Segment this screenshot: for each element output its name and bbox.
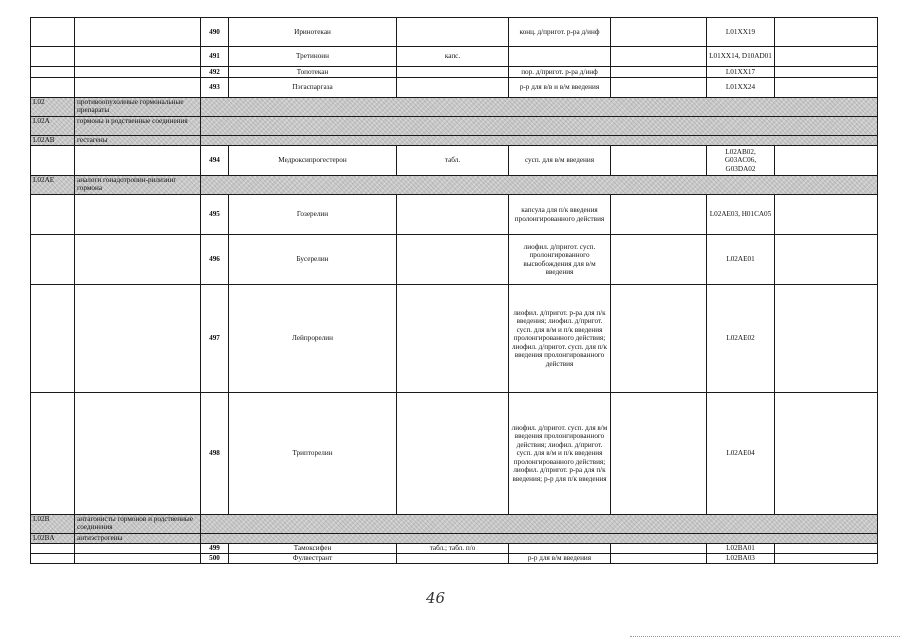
- dosage-form: табл.: [397, 146, 509, 176]
- drug-name: Медроксипрогестерон: [229, 146, 397, 176]
- row-number: 491: [201, 47, 229, 67]
- group-code: L02B: [31, 515, 75, 534]
- group-row: [31, 117, 878, 136]
- group-row: [31, 98, 878, 117]
- atc-code: L02BA01: [707, 544, 775, 554]
- group-row: [31, 136, 878, 146]
- row-number: 495: [201, 195, 229, 235]
- table-row: [31, 285, 878, 393]
- drug-name: Гозерелин: [229, 195, 397, 235]
- dosage-form: [397, 285, 509, 393]
- dosage-form-injection: лиофил. д/пригот. р-ра для п/к введения; лиофил. д/пригот. сусп. для в/м и п/к введения пролонгированного действия; лиофил. д/пригот. сусп. для п/к введения пролонгированного действия: [509, 285, 611, 393]
- dosage-form-injection: пор. д/пригот. р-ра д/инф: [509, 67, 611, 78]
- table-row: [31, 195, 878, 235]
- row-number: 496: [201, 235, 229, 285]
- group-code: L02AB: [31, 136, 75, 146]
- dosage-form-injection: конц. д/пригот. р-ра д/инф: [509, 18, 611, 47]
- table-row: [31, 554, 878, 564]
- row-number: 500: [201, 554, 229, 564]
- drug-name: Иринотекан: [229, 18, 397, 47]
- row-number: 493: [201, 78, 229, 98]
- atc-code: L02AE01: [707, 235, 775, 285]
- dosage-form-injection: [509, 47, 611, 67]
- page-number: 46: [426, 589, 446, 607]
- table-row: [31, 47, 878, 67]
- atc-code: L01XX24: [707, 78, 775, 98]
- row-number: 494: [201, 146, 229, 176]
- dosage-form-injection: лиофил. д/пригот. сусп. пролонгированного высвобождения для в/м введения: [509, 235, 611, 285]
- atc-code: L02AB02, G03AC06, G03DA02: [707, 146, 775, 176]
- drug-name: Пэгаспаргаза: [229, 78, 397, 98]
- group-row: [31, 176, 878, 195]
- dosage-form-injection: [509, 544, 611, 554]
- atc-code: L01XX14, D10AD01: [707, 47, 775, 67]
- table-row: [31, 393, 878, 515]
- atc-code: L01XX19: [707, 18, 775, 47]
- atc-code: L02BA03: [707, 554, 775, 564]
- drug-name: Лейпрорелин: [229, 285, 397, 393]
- group-name: аналоги гонадотропин-рилизинг гормона: [75, 176, 201, 195]
- group-row: [31, 534, 878, 544]
- row-number: 499: [201, 544, 229, 554]
- group-name: антиэстрогены: [75, 534, 201, 544]
- dosage-form: [397, 195, 509, 235]
- dosage-form: [397, 67, 509, 78]
- row-number: 497: [201, 285, 229, 393]
- group-code: L02BA: [31, 534, 75, 544]
- dosage-form: [397, 235, 509, 285]
- dosage-form-injection: р-р для в/в и в/м введения: [509, 78, 611, 98]
- dosage-form-injection: р-р для в/м введения: [509, 554, 611, 564]
- group-row: [31, 515, 878, 534]
- drug-name: Тамоксифен: [229, 544, 397, 554]
- table-row: [31, 78, 878, 98]
- dosage-form-injection: сусп. для в/м введения: [509, 146, 611, 176]
- dosage-form: [397, 18, 509, 47]
- drug-name: Трипторелин: [229, 393, 397, 515]
- drug-name: Фулвестрант: [229, 554, 397, 564]
- group-code: L02A: [31, 117, 75, 136]
- dosage-form: [397, 393, 509, 515]
- group-name: антагонисты гормонов и родственные соединения: [75, 515, 201, 534]
- table-row: [31, 235, 878, 285]
- dosage-form: [397, 554, 509, 564]
- drug-registry-table: [30, 17, 878, 564]
- group-code: L02AE: [31, 176, 75, 195]
- table-row: [31, 544, 878, 554]
- row-number: 492: [201, 67, 229, 78]
- drug-name: Топотекан: [229, 67, 397, 78]
- dosage-form-injection: капсула для п/к введения пролонгированного действия: [509, 195, 611, 235]
- atc-code: L02AE04: [707, 393, 775, 515]
- dosage-form: [397, 78, 509, 98]
- group-name: противоопухолевые гормональные препараты: [75, 98, 201, 117]
- dosage-form-injection: лиофил. д/пригот. сусп. для в/м введения пролонгированного действия; лиофил. д/пригот. сусп. для в/м и п/к введения пролонгированного действия; лиофил. д/пригот. р-ра для п/к введения; р-р для п/к введения: [509, 393, 611, 515]
- table-row: [31, 146, 878, 176]
- scan-artifact: [630, 636, 900, 638]
- drug-name: Бусерелин: [229, 235, 397, 285]
- atc-code: L02AE03, H01CA05: [707, 195, 775, 235]
- group-name: гормоны и родственные соединения: [75, 117, 201, 136]
- group-name: гестагены: [75, 136, 201, 146]
- drug-name: Третиноин: [229, 47, 397, 67]
- atc-code: L02AE02: [707, 285, 775, 393]
- table-row: [31, 18, 878, 47]
- atc-code: L01XX17: [707, 67, 775, 78]
- row-number: 490: [201, 18, 229, 47]
- group-code: L02: [31, 98, 75, 117]
- table-row: [31, 67, 878, 78]
- dosage-form: капс.: [397, 47, 509, 67]
- row-number: 498: [201, 393, 229, 515]
- dosage-form: табл.; табл. п/о: [397, 544, 509, 554]
